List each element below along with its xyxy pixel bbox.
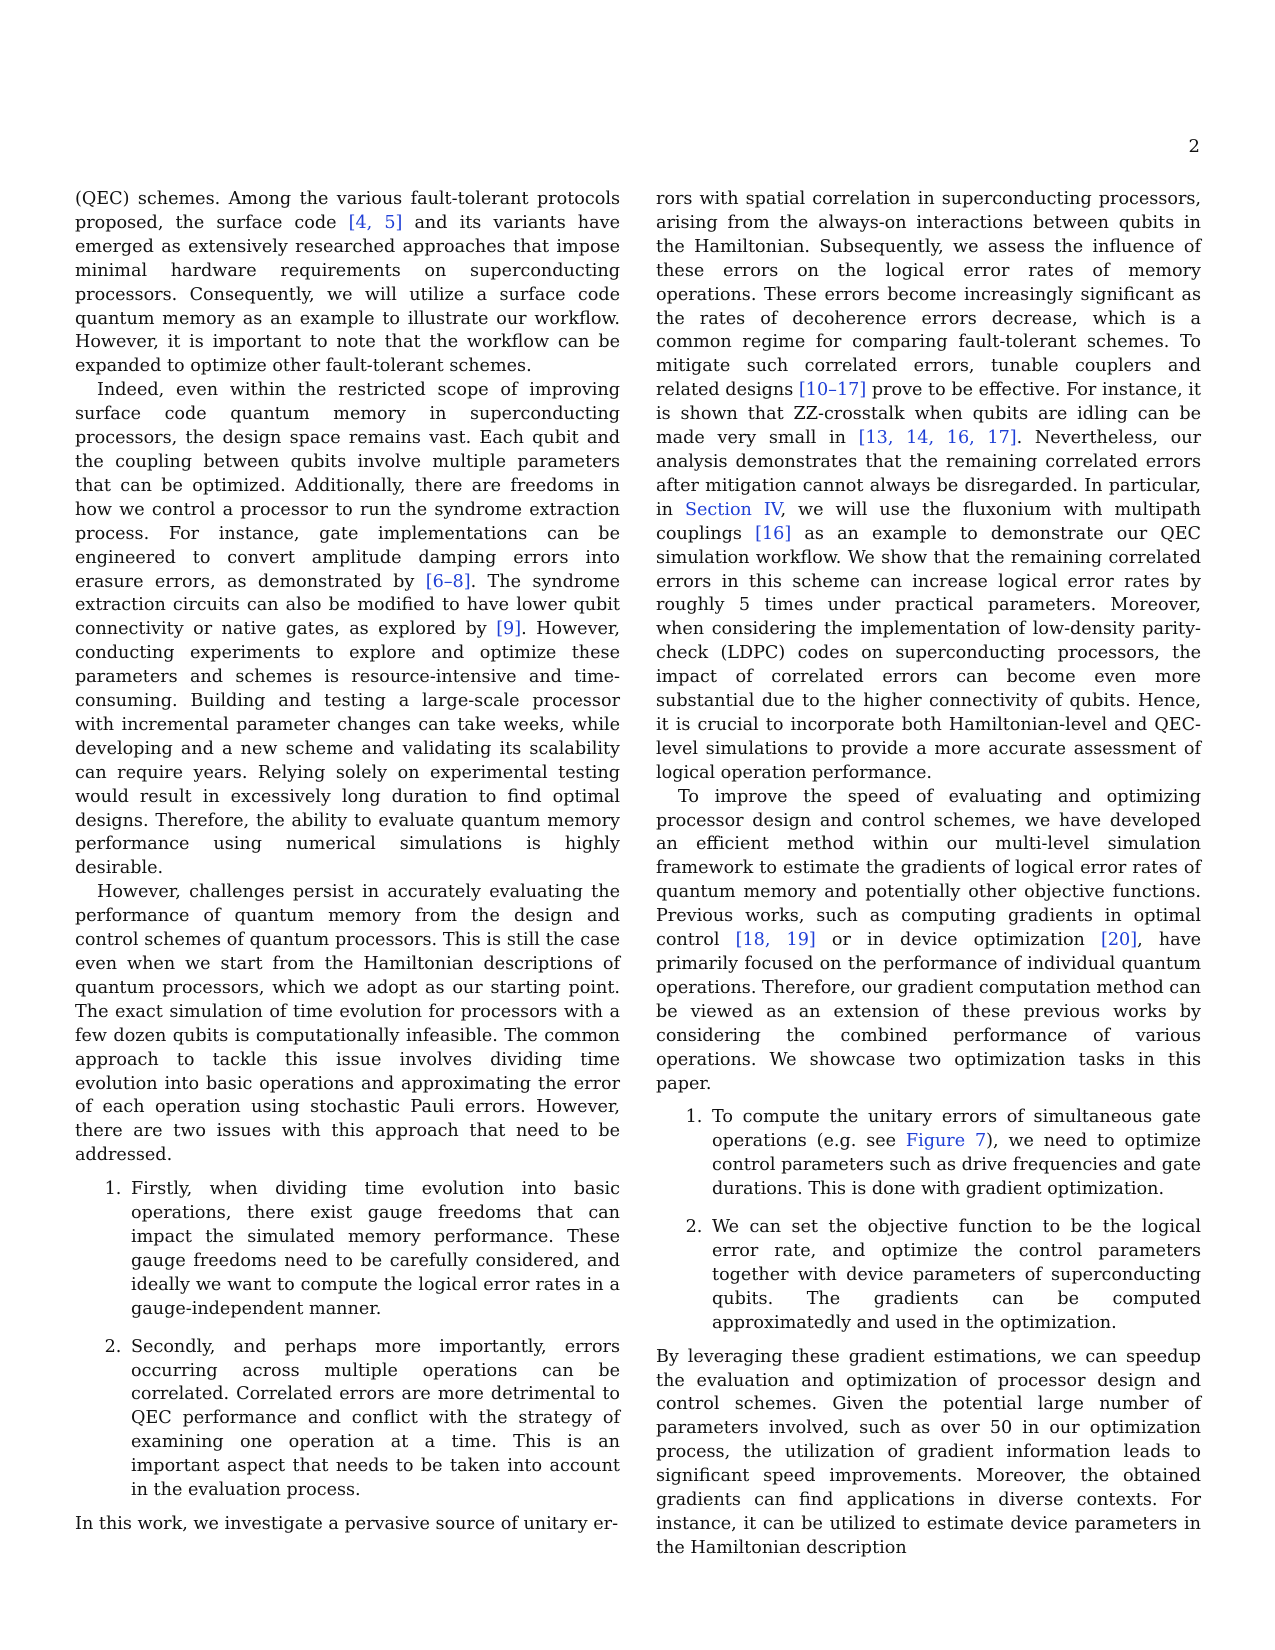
tasks-list bbox=[656, 1106, 1201, 1335]
list-item: 1. To compute the unitary errors of simultaneous gate operations (e.g. see Figure 7), we need to optimize control parameters such as drive frequencies and gate durations. This is done with gradient optimization. bbox=[708, 1106, 1201, 1202]
citation-link[interactable]: [20] bbox=[1101, 930, 1138, 951]
citation-link[interactable]: Figure 7 bbox=[905, 1131, 987, 1152]
list-item: 2. Secondly, and perhaps more importantly, errors occurring across multiple operations can be correlated. Correlated errors are more detrimental to QEC performance and conflict with the strategy of examining one operation at a time. This is an important aspect that needs to be taken into account in the evaluation process. bbox=[127, 1336, 620, 1503]
paragraph-4: In this work, we investigate a pervasive source of unitary er- bbox=[75, 1513, 619, 1534]
issues-list bbox=[75, 1178, 620, 1503]
left-column bbox=[75, 188, 620, 1537]
right-column bbox=[656, 188, 1201, 1561]
list-item: 2. We can set the objective function to be the logical error rate, and optimize the control parameters together with device parameters of superconducting qubits. The gradients can be computed approximatedly and used in the optimization. bbox=[708, 1216, 1201, 1336]
citation-link[interactable]: [9] bbox=[496, 619, 522, 640]
paragraph-7: By leveraging these gradient estimations, we can speedup the evaluation and optimization of processor design and control schemes. Given the potential large number of parameters involved, such as over 50 in our optimization process, the utilization of gradient information leads to significant speed improvements. Moreover, the obtained gradients can find applications in diverse contexts. For instance, it can be utilized to estimate device parameters in the Hamiltonian description bbox=[656, 1346, 1201, 1558]
paragraph-2: Indeed, even within the restricted scope of improving surface code quantum memory in superconducting processors, the design space remains vast. Each qubit and the coupling between qubits involve multiple parameters that can be optimized. Additionally, there are freedoms in how we control a processor to run the syndrome extraction process. For instance, gate implementations can be engineered to convert amplitude damping errors into erasure errors, as demonstrated by [6–8]. The syndrome extraction circuits can also be modified to have lower qubit connectivity or native gates, as explored by [9]. However, conducting experiments to explore and optimize these parameters and schemes is resource-intensive and time-consuming. Building and testing a large-scale processor with incremental parameter changes can take weeks, while developing and a new scheme and validating its scalability can require years. Relying solely on experimental testing would result in excessively long duration to find optimal designs. Therefore, the ability to evaluate quantum memory performance using numerical simulations is highly desirable. bbox=[75, 380, 620, 879]
citation-link[interactable]: [18, 19] bbox=[735, 930, 816, 951]
paragraph-1: (QEC) schemes. Among the various fault-tolerant protocols proposed, the surface code [4, 5] and its variants have emerged as extensively researched approaches that impose minimal hardware requirements on superconducting processors. Consequently, we will utilize a surface code quantum memory as an example to illustrate our workflow. However, it is important to note that the workflow can be expanded to optimize other fault-tolerant schemes. bbox=[75, 189, 620, 377]
paragraph-3: However, challenges persist in accurately evaluating the performance of quantum memory from the design and control schemes of quantum processors. This is still the case even when we start from the Hamiltonian descriptions of quantum processors, which we adopt as our starting point. The exact simulation of time evolution for processors with a few dozen qubits is computationally infeasible. The common approach to tackle this issue involves dividing time evolution into basic operations and approximating the error of each operation using stochastic Pauli errors. However, there are two issues with this approach that need to be addressed. bbox=[75, 882, 620, 1166]
paragraph-6: To improve the speed of evaluating and optimizing processor design and control schemes, we have developed an efficient method within our multi-level simulation framework to estimate the gradients of logical error rates of quantum memory and potentially other objective functions. Previous works, such as computing gradients in optimal control [18, 19] or in device optimization [20], have primarily focused on the performance of individual quantum operations. Therefore, our gradient computation method can be viewed as an extension of these previous works by considering the combined performance of various operations. We showcase two optimization tasks in this paper. bbox=[656, 786, 1201, 1094]
list-item: 1. Firstly, when dividing time evolution into basic operations, there exist gauge freedoms that can impact the simulated memory performance. These gauge freedoms need to be carefully considered, and ideally we want to compute the logical error rates in a gauge-independent manner. bbox=[127, 1178, 620, 1321]
citation-link[interactable]: [13, 14, 16, 17] bbox=[858, 428, 1017, 449]
citation-link[interactable]: [4, 5] bbox=[348, 212, 403, 233]
citation-link[interactable]: [10–17] bbox=[798, 380, 867, 401]
citation-link[interactable]: [16] bbox=[755, 523, 792, 544]
citation-link[interactable]: [6–8] bbox=[425, 571, 471, 592]
paragraph-5: rors with spatial correlation in superconducting processors, arising from the always-on interactions between qubits in the Hamiltonian. Subsequently, we assess the influence of these errors on the logical error rates of memory operations. These errors become increasingly significant as the rates of decoherence errors decrease, which is a common regime for comparing fault-tolerant schemes. To mitigate such correlated errors, tunable couplers and related designs [10–17] prove to be effective. For instance, it is shown that ZZ-crosstalk when qubits are idling can be made very small in [13, 14, 16, 17]. Nevertheless, our analysis demonstrates that the remaining correlated errors after mitigation cannot always be disregarded. In particular, in Section IV, we will use the fluxonium with multipath couplings [16] as an example to demonstrate our QEC simulation workflow. We show that the remaining correlated errors in this scheme can increase logical error rates by roughly 5 times under practical parameters. Moreover, when considering the implementation of low-density parity-check (LDPC) codes on superconducting processors, the impact of correlated errors can become even more substantial due to the higher connectivity of qubits. Hence, it is crucial to incorporate both Hamiltonian-level and QEC-level simulations to provide a more accurate assessment of logical operation performance. bbox=[656, 189, 1202, 783]
page-number: 2 bbox=[1188, 136, 1200, 157]
citation-link[interactable]: Section IV bbox=[684, 499, 781, 520]
